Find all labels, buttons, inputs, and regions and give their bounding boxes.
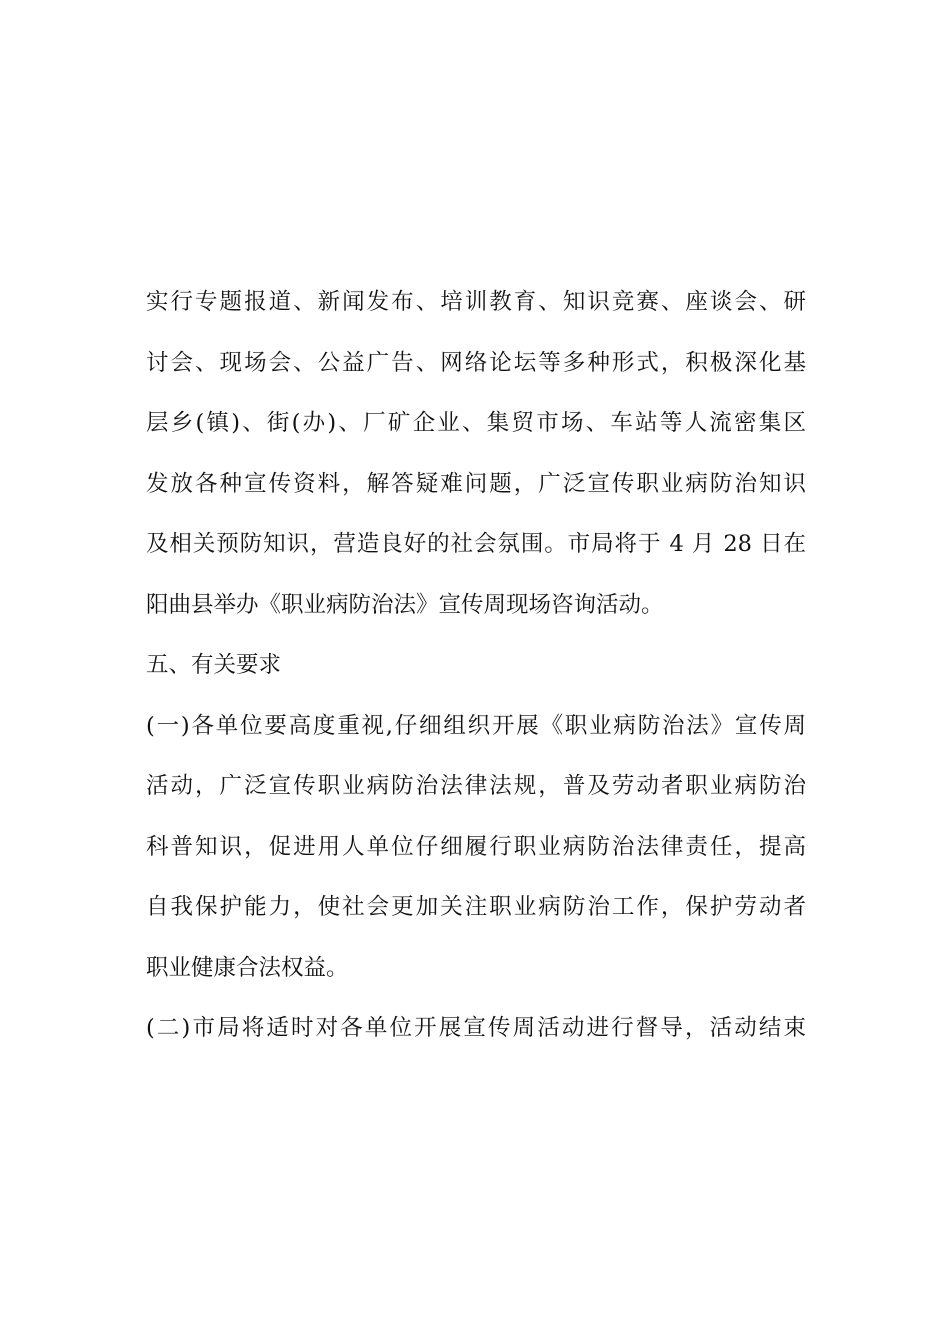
text-line: 自我保护能力，使社会更加关注职业病防治工作，保护劳动者: [146, 894, 806, 920]
text-line: 五、有关要求: [146, 652, 282, 678]
text-line: 及相关预防知识，营造良好的社会氛围。市局将于 4 月 28 日在: [146, 531, 806, 557]
text-line: 发放各种宣传资料，解答疑难问题，广泛宣传职业病防治知识: [146, 470, 806, 497]
text-line: 阳曲县举办《职业病防治法》宣传周现场咨询活动。: [146, 591, 664, 618]
text-line: 活动，广泛宣传职业病防治法律法规，普及劳动者职业病防治: [146, 773, 806, 799]
body-text: [146, 279, 806, 1066]
text-line: 科普知识，促进用人单位仔细履行职业病防治法律责任，提高: [146, 833, 806, 860]
text-line: 实行专题报道、新闻发布、培训教育、知识竞赛、座谈会、研: [146, 289, 806, 315]
text-line: 层乡(镇)、街(办)、厂矿企业、集贸市场、车站等人流密集区: [146, 410, 806, 436]
text-line: 职业健康合法权益。: [146, 954, 349, 981]
text-line: 讨会、现场会、公益广告、网络论坛等多种形式，积极深化基: [146, 349, 806, 376]
text-line: (二)市局将适时对各单位开展宣传周活动进行督导，活动结束: [146, 1015, 806, 1041]
text-line: (一)各单位要高度重视,仔细组织开展《职业病防治法》宣传周: [146, 712, 806, 739]
